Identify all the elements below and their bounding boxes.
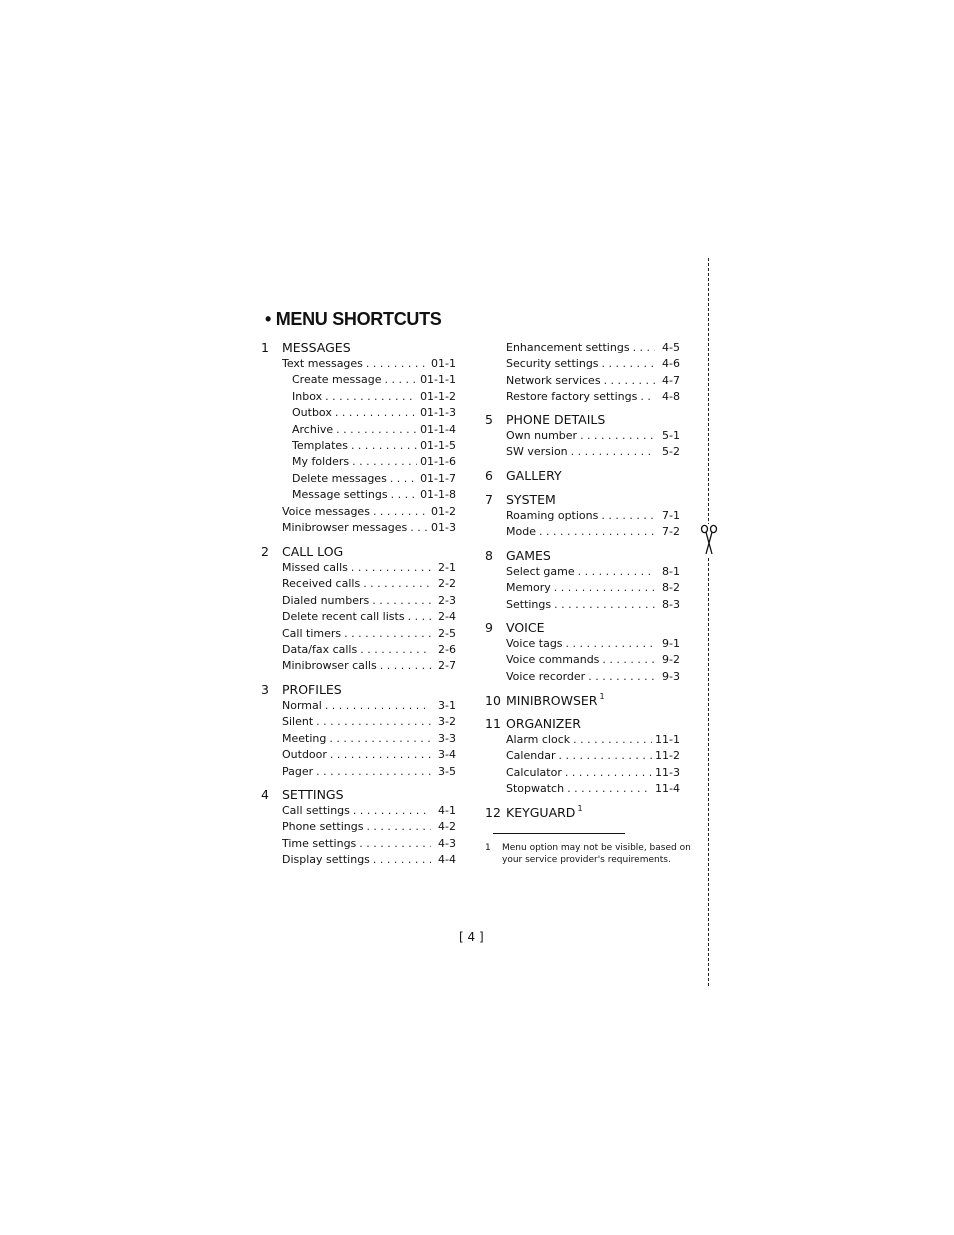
- section-title-text: CALL LOG: [282, 544, 344, 559]
- entry-label: Call settings: [282, 804, 350, 817]
- menu-entry: [506, 525, 680, 539]
- entry-page: 4-2: [438, 820, 456, 834]
- footnote-number: 1: [485, 843, 491, 853]
- section-title-text: PHONE DETAILS: [506, 412, 606, 427]
- entry-page: 4-4: [438, 853, 456, 867]
- footnote-text: Menu option may not be visible, based on your service provider's requirements.: [502, 843, 691, 865]
- entry-page: 4-7: [662, 373, 680, 387]
- entry-label: Dialed numbers: [282, 593, 370, 607]
- entry-label: Voice messages: [282, 504, 370, 518]
- entry-label: Calendar: [506, 749, 556, 763]
- entry-label: My folders: [292, 455, 350, 469]
- entry-label: Meeting: [282, 731, 327, 745]
- entry-page: 2-1: [438, 561, 456, 574]
- entry-label: SW version: [506, 445, 568, 459]
- dot-leader: [353, 804, 431, 818]
- entry-page: 2-5: [438, 626, 456, 640]
- menu-entry: [282, 765, 456, 779]
- dot-leader: [539, 525, 655, 539]
- entry-label: Settings: [506, 597, 552, 611]
- menu-entry: [282, 715, 456, 729]
- entry-page: 2-6: [438, 643, 456, 656]
- section-number: 9: [485, 620, 493, 635]
- section-title-text: GAMES: [506, 548, 551, 563]
- dot-leader: [573, 733, 652, 747]
- entry-label: Select game: [506, 565, 575, 578]
- dot-leader: [316, 715, 431, 729]
- dot-leader: [372, 594, 431, 608]
- dot-leader: [558, 749, 652, 763]
- entry-label: Voice commands: [506, 653, 600, 667]
- entry-label: Network services: [506, 373, 601, 387]
- menu-entry: [282, 577, 456, 591]
- section-number: 4: [261, 787, 269, 802]
- dot-leader: [554, 581, 655, 595]
- dot-leader: [363, 577, 431, 591]
- section-title-text: PROFILES: [282, 682, 342, 697]
- entry-label: Minibrowser calls: [282, 659, 377, 673]
- dot-leader: [380, 659, 431, 673]
- menu-entry: [282, 804, 456, 818]
- dot-leader: [571, 445, 655, 459]
- dot-leader: [565, 766, 652, 780]
- entry-page: 8-1: [662, 565, 680, 578]
- section-number: 10: [485, 693, 501, 708]
- entry-label: Silent: [282, 715, 314, 729]
- dot-leader: [566, 637, 655, 651]
- entry-label: Pager: [282, 764, 314, 778]
- section-title-text: MINIBROWSER: [506, 693, 598, 709]
- entry-page: 4-8: [662, 390, 680, 404]
- menu-entry: [292, 488, 456, 502]
- section-title: [506, 620, 544, 635]
- menu-entry: [506, 782, 680, 796]
- section-title-text: SYSTEM: [506, 492, 556, 507]
- menu-entry: [506, 374, 680, 388]
- section-number: 3: [261, 682, 269, 697]
- entry-label: Delete recent call lists: [282, 610, 405, 624]
- menu-entry: [282, 627, 456, 641]
- dot-leader: [373, 505, 428, 519]
- entry-label: Archive: [292, 422, 334, 436]
- entry-page: 01-1-7: [420, 471, 456, 485]
- entry-label: Delete messages: [292, 471, 387, 485]
- entry-page: 01-1: [431, 357, 456, 370]
- entry-page: 5-2: [662, 445, 680, 459]
- entry-label: Outbox: [292, 406, 332, 420]
- menu-entry: [506, 637, 680, 651]
- menu-entry: [506, 341, 680, 355]
- dot-leader: [580, 429, 655, 443]
- entry-label: Enhancement settings: [506, 341, 630, 354]
- entry-page: 8-2: [662, 581, 680, 595]
- entry-page: 2-4: [438, 610, 456, 624]
- dot-leader: [578, 565, 655, 579]
- entry-page: 11-2: [655, 749, 680, 763]
- entry-label: Display settings: [282, 853, 370, 867]
- entry-label: Alarm clock: [506, 733, 571, 746]
- dot-leader: [588, 670, 655, 684]
- section-title-text: ORGANIZER: [506, 716, 581, 731]
- menu-entry: [506, 733, 680, 747]
- entry-page: 4-1: [438, 804, 456, 817]
- dot-leader: [391, 488, 417, 502]
- dot-leader: [325, 390, 417, 404]
- dot-leader: [352, 455, 417, 469]
- page-title: • MENU SHORTCUTS: [265, 309, 442, 329]
- dot-leader: [325, 699, 431, 713]
- entry-label: Outdoor: [282, 748, 327, 762]
- entry-page: 01-1-5: [420, 439, 456, 452]
- menu-entry: [506, 565, 680, 579]
- entry-page: 9-3: [662, 669, 680, 683]
- dot-leader: [602, 653, 655, 667]
- entry-label: Templates: [292, 439, 348, 452]
- entry-label: Calculator: [506, 765, 562, 779]
- dot-leader: [390, 472, 417, 486]
- menu-entry: [292, 373, 456, 387]
- menu-entry: [506, 429, 680, 443]
- menu-entry: [282, 505, 456, 519]
- dot-leader: [602, 357, 655, 371]
- entry-label: Inbox: [292, 389, 323, 403]
- menu-entry: [282, 837, 456, 851]
- dot-leader: [330, 748, 431, 762]
- menu-entry: [282, 594, 456, 608]
- entry-label: Message settings: [292, 488, 388, 502]
- entry-label: Call timers: [282, 626, 342, 640]
- section-title-text: VOICE: [506, 620, 545, 635]
- menu-entry: [506, 509, 680, 523]
- dot-leader: [554, 598, 655, 612]
- entry-page: 9-1: [662, 637, 680, 650]
- section-title-text: MESSAGES: [282, 340, 351, 355]
- dot-leader: [384, 373, 417, 387]
- section-number: 11: [485, 716, 501, 731]
- entry-label: Restore factory settings: [506, 390, 638, 404]
- entry-label: Roaming options: [506, 509, 599, 522]
- section-title: [282, 340, 351, 355]
- dot-leader: [351, 439, 417, 453]
- entry-page: 4-5: [662, 341, 680, 354]
- menu-entry: [292, 455, 456, 469]
- dot-leader: [410, 521, 428, 535]
- entry-label: Create message: [292, 373, 382, 387]
- entry-label: Received calls: [282, 577, 361, 591]
- scissors-icon: [700, 524, 718, 556]
- entry-page: 01-1-3: [420, 406, 456, 420]
- menu-entry: [506, 670, 680, 684]
- entry-page: 2-3: [438, 593, 456, 607]
- entry-label: Own number: [506, 429, 578, 442]
- dot-leader: [316, 765, 431, 779]
- menu-entry: [282, 699, 456, 713]
- entry-page: 7-1: [662, 509, 680, 522]
- section-title: [506, 548, 551, 563]
- entry-page: 01-1-1: [420, 373, 456, 387]
- entry-page: 3-5: [438, 764, 456, 778]
- entry-label: Data/fax calls: [282, 643, 358, 656]
- entry-page: 01-1-8: [420, 488, 456, 502]
- section-number: 5: [485, 412, 493, 427]
- entry-page: 01-2: [431, 504, 456, 518]
- entry-page: 01-1-4: [420, 422, 456, 436]
- entry-page: 11-1: [655, 733, 680, 746]
- dot-leader: [344, 627, 431, 641]
- dot-leader: [366, 820, 431, 834]
- menu-entry: [282, 610, 456, 624]
- section-title: [282, 787, 344, 802]
- section-number: 7: [485, 492, 493, 507]
- menu-entry: [506, 766, 680, 780]
- entry-page: 01-1-6: [420, 455, 456, 469]
- menu-entry: [282, 643, 456, 657]
- entry-page: 3-4: [438, 748, 456, 762]
- dot-leader: [373, 853, 431, 867]
- entry-page: 4-6: [662, 357, 680, 371]
- menu-entry: [506, 445, 680, 459]
- menu-entry: [292, 406, 456, 420]
- menu-entry: [506, 749, 680, 763]
- section-title: [506, 492, 556, 507]
- section-number: 1: [261, 340, 269, 355]
- menu-entry: [282, 820, 456, 834]
- section-title-text: KEYGUARD: [506, 805, 576, 821]
- entry-page: 4-3: [438, 836, 456, 850]
- menu-entry: [292, 472, 456, 486]
- dot-leader: [633, 341, 655, 355]
- entry-label: Memory: [506, 581, 551, 595]
- entry-page: 8-3: [662, 597, 680, 611]
- menu-entry: [292, 423, 456, 437]
- dot-leader: [351, 561, 431, 575]
- dot-leader: [567, 782, 652, 796]
- section-number: 2: [261, 544, 269, 559]
- menu-entry: [506, 598, 680, 612]
- menu-entry: [292, 439, 456, 453]
- entry-page: 5-1: [662, 429, 680, 442]
- page-number: [ 4 ]: [459, 930, 484, 944]
- menu-entry: [282, 357, 456, 371]
- entry-page: 11-3: [655, 765, 680, 779]
- dot-leader: [604, 374, 655, 388]
- menu-entry: [282, 748, 456, 762]
- section-title-text: SETTINGS: [282, 787, 344, 802]
- section-title: [506, 412, 605, 427]
- entry-label: Missed calls: [282, 561, 348, 574]
- entry-label: Voice recorder: [506, 669, 586, 683]
- section-title: [506, 805, 583, 820]
- menu-entry: [292, 390, 456, 404]
- entry-page: 3-1: [438, 699, 456, 712]
- menu-entry: [282, 732, 456, 746]
- dot-leader: [640, 390, 655, 404]
- menu-entry: [506, 390, 680, 404]
- menu-entry: [282, 561, 456, 575]
- entry-page: 9-2: [662, 653, 680, 667]
- entry-label: Security settings: [506, 357, 599, 371]
- entry-label: Voice tags: [506, 637, 563, 650]
- section-title: [282, 544, 343, 559]
- section-title: [506, 693, 605, 708]
- footnote-marker: 1: [599, 692, 605, 701]
- entry-page: 11-4: [655, 782, 680, 796]
- menu-entry: [506, 581, 680, 595]
- entry-page: 3-3: [438, 731, 456, 745]
- dot-leader: [329, 732, 431, 746]
- entry-label: Time settings: [282, 836, 357, 850]
- menu-entry: [282, 853, 456, 867]
- footnote-divider: [493, 833, 625, 834]
- dot-leader: [360, 643, 431, 657]
- entry-page: 3-2: [438, 715, 456, 729]
- entry-label: Mode: [506, 525, 536, 539]
- entry-label: Text messages: [282, 357, 363, 370]
- entry-label: Minibrowser messages: [282, 521, 408, 534]
- dot-leader: [601, 509, 655, 523]
- entry-page: 2-2: [438, 577, 456, 591]
- section-title: [506, 716, 581, 731]
- section-title-text: GALLERY: [506, 468, 562, 483]
- dot-leader: [359, 837, 431, 851]
- footnote-marker: 1: [577, 804, 583, 813]
- section-number: 8: [485, 548, 493, 563]
- menu-entry: [282, 659, 456, 673]
- entry-page: 01-3: [431, 521, 456, 534]
- entry-page: 7-2: [662, 525, 680, 539]
- entry-label: Phone settings: [282, 820, 364, 834]
- section-title: [506, 468, 562, 483]
- entry-page: 01-1-2: [420, 389, 456, 403]
- dot-leader: [408, 610, 431, 624]
- menu-entry: [506, 357, 680, 371]
- entry-label: Normal: [282, 699, 322, 712]
- section-title: [282, 682, 342, 697]
- entry-label: Stopwatch: [506, 782, 565, 796]
- dot-leader: [366, 357, 428, 371]
- dot-leader: [336, 423, 417, 437]
- section-number: 6: [485, 468, 493, 483]
- section-number: 12: [485, 805, 501, 820]
- cut-line: [708, 258, 709, 986]
- menu-entry: [506, 653, 680, 667]
- menu-entry: [282, 521, 456, 535]
- dot-leader: [335, 406, 417, 420]
- entry-page: 2-7: [438, 659, 456, 673]
